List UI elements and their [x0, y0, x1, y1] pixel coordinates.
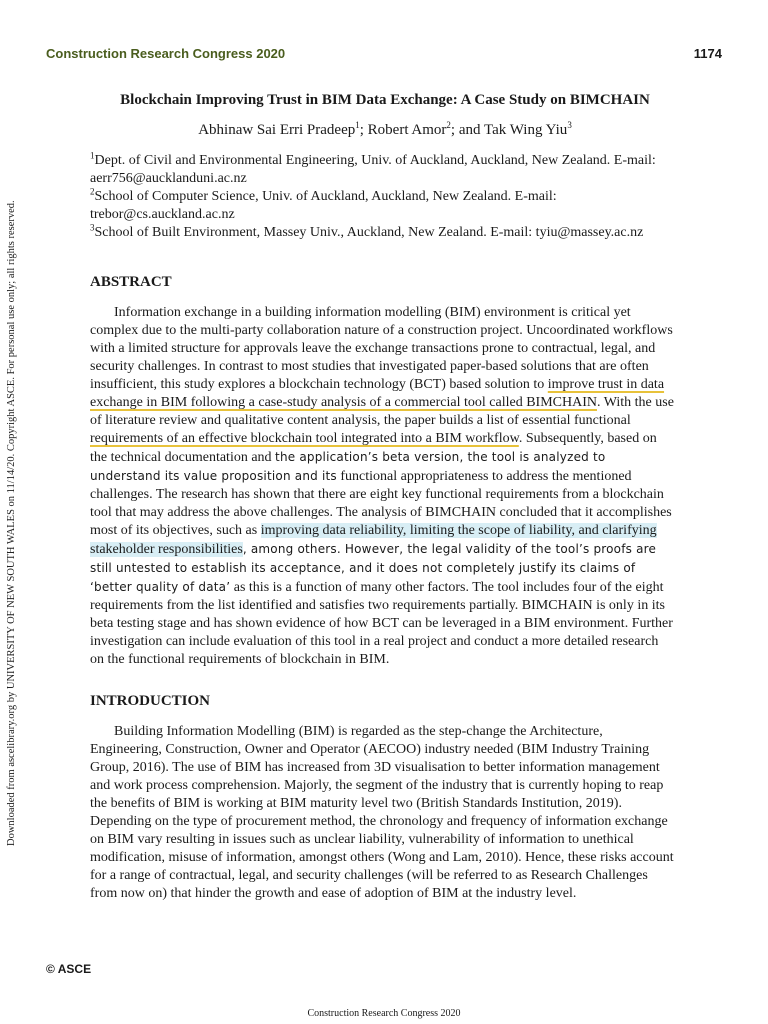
author-superscript: 2 [446, 120, 451, 130]
abstract-text: functional appropriateness to address the mentioned challenges. The research has shown that there are eight key functional requirements from a blockchain tool that may address the above challenges. The analysis of BIMCHAIN concluded that it accomplishes most of its objectives, such as [90, 469, 672, 538]
affiliation-text: School of Built Environment, Massey Univ., Auckland, New Zealand. E-mail: tyiu@massey.ac.nz [94, 225, 644, 240]
running-header: Construction Research Congress 2020 [46, 46, 286, 61]
page-footer: Construction Research Congress 2020 [307, 1008, 461, 1019]
abstract-text: . With the use of literature review and qualitative content analysis, the paper builds a list of essential functional [90, 395, 674, 428]
author-superscript: 3 [567, 120, 572, 130]
abstract-text: . Subsequently, based on the technical documentation and [90, 431, 657, 465]
abstract-paragraph [90, 304, 675, 669]
abstract-text-alt-font: , among others. However, the legal validity of the tool’s proofs are still untested to establish its acceptance, and it does not completely justify its claims of ‘better quality of data’ [90, 542, 657, 594]
author-line [90, 122, 680, 139]
affiliation-number: 1 [90, 150, 95, 161]
introduction-heading: INTRODUCTION [90, 693, 211, 709]
author-separator: ; and [450, 122, 484, 138]
copyright-notice: © ASCE [46, 962, 92, 976]
highlight-underline: improve trust in data exchange in BIM following a case-study analysis of a commercial tool called BIMCHAIN [90, 377, 665, 410]
affiliation-text: School of Computer Science, Univ. of Auckland, Auckland, New Zealand. E-mail: trebor@cs.auckland.ac.nz [90, 189, 557, 222]
affiliation [90, 188, 675, 224]
abstract-text: Information exchange in a building information modelling (BIM) environment is critical yet complex due to the multi-party collaboration nature of a construction project. Uncoordinated workflows with a limited structure for approvals leave the exchange transactions prone to contractual, legal, and security challenges. In contrast to most studies that investigated paper-based solutions that are often insufficient, this study explores a blockchain technology (BCT) based solution to [90, 305, 673, 392]
author-superscript: 1 [355, 120, 360, 130]
author-name: Tak Wing Yiu [483, 122, 568, 138]
paper-title: Blockchain Improving Trust in BIM Data Exchange: A Case Study on BIMCHAIN [120, 92, 650, 108]
affiliation [90, 224, 675, 242]
affiliations [90, 152, 675, 242]
affiliation-number: 2 [90, 186, 95, 197]
affiliation-number: 3 [90, 222, 95, 233]
introduction-paragraph: Building Information Modelling (BIM) is regarded as the step-change the Architecture, Engineering, Construction, Owner and Operator (AECOO) industry needed (BIM Industry Training Group, 2016). The use of BIM has increased from 3D visualisation to better information management and work process comprehension. Majorly, the segment of the industry that is currently hoping to reap the benefits of BIM is working at BIM maturity level two (British Standards Institution, 2019). Depending on the type of procurement method, the chronology and frequency of information exchange on BIM vary resulting in issues such as unclear liability, vulnerability of information to unethical modification, misuse of information, amongst others (Wong and Lam, 2010). Hence, these risks account for a range of contractual, legal, and security challenges (will be referred to as Research Challenges from now on) that hinder the growth and ease of adoption of BIM at the industry level. [90, 724, 674, 901]
highlight-blue: improving data reliability, limiting the scope of liability, and clarifying stakeholder responsibilities [90, 523, 657, 557]
download-notice: Downloaded from ascelibrary.org by UNIVERSITY OF NEW SOUTH WALES on 11/14/20. Copyright ASCE. For personal use only; all rights reserved. [6, 200, 17, 846]
author-name: Robert Amor [367, 122, 447, 138]
author-separator: ; [359, 122, 368, 138]
abstract-text-alt-font: the application’s beta version, the tool is analyzed to understand its value proposition and its [90, 450, 606, 483]
abstract-heading: ABSTRACT [90, 274, 172, 290]
abstract-text: as this is a function of many other factors. The tool includes four of the eight requirements from the list identified and satisfies two requirements partially. BIMCHAIN is only in its beta testing stage and has shown evidence of how BCT can be leveraged in a BIM environment. Further investigation can include evaluation of this tool in a real project and conduct a more detailed research on the functional requirements of blockchain in BIM. [90, 580, 673, 667]
affiliation-text: Dept. of Civil and Environmental Engineering, Univ. of Auckland, Auckland, New Zealand. E-mail: aerr756@aucklanduni.ac.nz [90, 153, 656, 186]
author-name: Abhinaw Sai Erri Pradeep [198, 122, 356, 138]
page-number: 1174 [693, 46, 722, 61]
affiliation [90, 152, 675, 188]
highlight-underline: requirements of an effective blockchain tool integrated into a BIM workflow [90, 431, 519, 446]
